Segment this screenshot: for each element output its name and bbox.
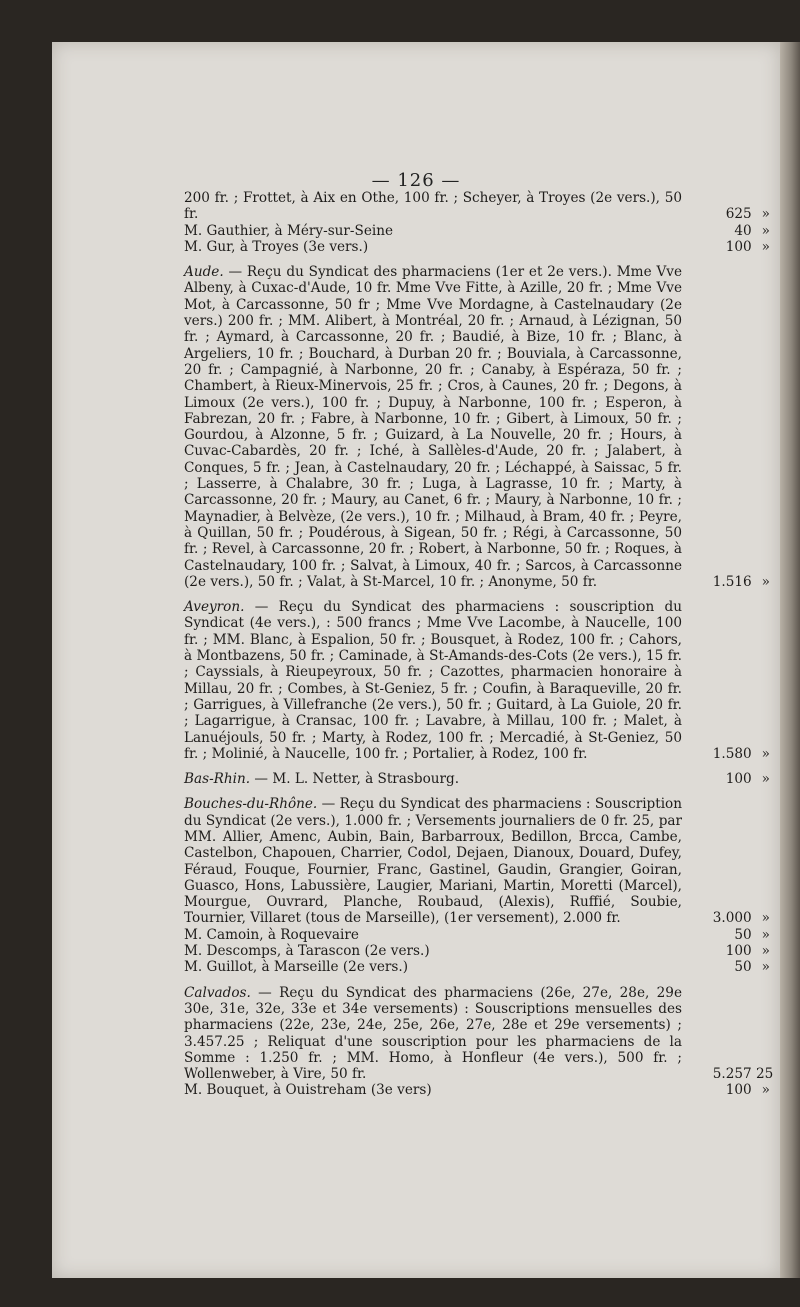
entry-text: M. Camoin, à Roquevaire — [184, 926, 359, 943]
list-item — [184, 190, 770, 223]
entry-text: 200 fr. ; Frottet, à Aix en Othe, 100 fr. ; Scheyer, à Troyes (2e vers.), 50 fr. — [184, 190, 682, 223]
list-item — [184, 223, 770, 239]
section-amount: 1.516 » — [712, 573, 770, 590]
entry-amount: 40 » — [734, 222, 770, 239]
entry-text: M. Descomps, à Tarascon (2e vers.) — [184, 943, 430, 960]
section-text — [184, 599, 682, 762]
list-item — [184, 927, 770, 943]
entry-amount: 625 » — [725, 206, 770, 223]
section-aveyron — [184, 599, 770, 762]
list-item — [184, 959, 770, 975]
section-main — [184, 984, 774, 1083]
entry-amount: 50 » — [734, 926, 770, 943]
entry-text: M. Bouquet, à Ouistreham (3e vers) — [184, 1082, 432, 1099]
section-amount: 3.000 » — [712, 910, 770, 927]
entry-amount: 100 » — [725, 943, 770, 960]
section-text — [184, 985, 682, 1083]
section-body: — Reçu du Syndicat des pharmaciens : souscription du Syndicat (4e vers.), : 500 francs ; Mme Vve Lacombe, à Naucelle, 100 fr. ; MM. Blanc, à Espalion, 50 fr. ; Bousquet, à Rodez, 100 fr. ; Cahors, à Montbazens, 50 fr. ; Caminade, à St-Amands-des-Cots (2e vers.), 15 fr. ; Cayssials, à Rieupeyroux, 50 fr. ; Cazottes, pharmacien honoraire à Millau, 20 fr. ; Combes, à St-Geniez, 5 fr. ; Coufin, à Baraqueville, 20 fr. ; Garrigues, à Villefranche (2e vers.), 50 fr. ; Guitard, à La Guiole, 20 fr. ; Lagarrigue, à Cransac, 100 fr. ; Lavabre, à Millau, 100 fr. ; Malet, à Lanuéjouls, 50 fr. ; Marty, à Rodez, 100 fr. ; Mercadié, à St-Geniez, 50 fr. ; Molinié, à Naucelle, 100 fr. ; Portalier, à Rodez, 100 fr. — [184, 599, 682, 762]
section-amount: 1.580 » — [712, 745, 770, 762]
region-name: Aude. — [184, 264, 224, 281]
section-calvados — [184, 984, 774, 1099]
list-item — [184, 239, 770, 255]
section-amount: 100 » — [725, 771, 770, 788]
book-spine — [778, 42, 800, 1278]
section-amount: 5.257 25 — [712, 1066, 774, 1083]
list-item — [184, 1082, 770, 1098]
section-main — [184, 796, 770, 926]
entry-text: M. Gur, à Troyes (3e vers.) — [184, 238, 369, 255]
section-aude — [184, 264, 770, 590]
region-name: Bouches-du-Rhône. — [184, 796, 318, 813]
section-text — [184, 264, 682, 590]
entry-text: M. Gauthier, à Méry-sur-Seine — [184, 222, 394, 239]
section-body: — Reçu du Syndicat des pharmaciens (26e, 27e, 28e, 29e 30e, 31e, 32e, 33e et 34e versements) : Souscriptions mensuelles des pharmaciens (22e, 23e, 24e, 25e, 26e, 27e, 28e et 29e versements) ; 3.457.25 ; Reliquat d'une souscription pour les pharmaciens de la Somme : 1.250 fr. ; MM. Homo, à Honfleur (4e vers.), 500 fr. ; Wollenweber, à Vire, 50 fr. — [184, 984, 682, 1083]
list-item — [184, 943, 770, 959]
region-name: Aveyron. — [184, 599, 245, 616]
entry-amount: 100 » — [725, 1082, 770, 1099]
page-number: — 126 — — [371, 170, 461, 191]
entry-text: M. Guillot, à Marseille (2e vers.) — [184, 959, 409, 976]
region-name: Calvados. — [184, 984, 251, 1001]
section-body: — Reçu du Syndicat des pharmaciens : Souscription du Syndicat (2e vers.), 1.000 fr. ; Versements journaliers de 0 fr. 25, par MM. Allier, Amenc, Aubin, Bain, Barbarroux, Bedillon, Brcca, Cambe, Castelbon, Chapouen, Charrier, Codol, Dejaen, Dianoux, Douard, Dufey, Féraud, Fouque, Fournier, Franc, Gastinel, Gaudin, Grangier, Goiran, Guasco, Hons, Labussière, Laugier, Mariani, Martin, Moretti (Marcel), Mourgue, Ouvrard, Planche, Roubaud, (Alexis), Ruffié, Soubie, Tournier, Villaret (tous de Marseille), (1er versement), 2.000 fr. — [184, 796, 682, 927]
section-body: — Reçu du Syndicat des pharmaciens (1er et 2e vers.). Mme Vve Albeny, à Cuxac-d'Aude, 10 fr. Mme Vve Fitte, à Azille, 20 fr. ; Mme Vve Mot, à Carcassonne, 50 fr ; Mme Vve Mordagne, à Castelnaudary (2e vers.) 200 fr. ; MM. Alibert, à Montréal, 20 fr. ; Arnaud, à Lézignan, 50 fr. ; Aymard, à Carcassonne, 20 fr. ; Baudié, à Bize, 10 fr. ; Blanc, à Argeliers, 10 fr. ; Bouchard, à Durban 20 fr. ; Bouviala, à Carcassonne, 20 fr. ; Campagnié, à Narbonne, 20 fr. ; Canaby, à Espéraza, 50 fr. ; Chambert, à Rieux-Minervois, 25 fr. ; Cros, à Caunes, 20 fr. ; Degons, à Limoux (2e vers.), 100 fr. ; Dupuy, à Narbonne, 100 fr. ; Esperon, à Fabrezan, 20 fr. ; Fabre, à Narbonne, 10 fr. ; Gibert, à Limoux, 50 fr. ; Gourdou, à Alzonne, 5 fr. ; Guizard, à La Nouvelle, 20 fr. ; Hours, à Cuvac-Cabardès, 20 fr. ; Iché, à Sallèles-d'Aude, 20 fr. ; Jalabert, à Conques, 5 fr. ; Jean, à Castelnaudary, 20 fr. ; Léchappé, à Saissac, 5 fr. ; Lasserre, à Chalabre, 30 fr. ; Luga, à Lagrasse, 10 fr. ; Marty, à Carcassonne, 20 fr. ; Maury, au Canet, 6 fr. ; Maury, à Narbonne, 10 fr. ; Maynadier, à Belvèze, (2e vers.), 10 fr. ; Milhaud, à Bram, 40 fr. ; Peyre, à Quillan, 50 fr. ; Poudérous, à Sigean, 50 fr. ; Régi, à Carcassonne, 50 fr. ; Revel, à Carcassonne, 20 fr. ; Robert, à Narbonne, 50 fr. ; Roques, à Castelnaudary, 100 fr. ; Salvat, à Limoux, 40 fr. ; Sarcos, à Carcassonne (2e vers.), 50 fr. ; Valat, à St-Marcel, 10 fr. ; Anonyme, 50 fr. — [184, 264, 682, 590]
section-text — [184, 771, 682, 787]
entry-amount: 50 » — [734, 959, 770, 976]
section-bas-rhin — [184, 771, 770, 787]
page-content — [184, 190, 774, 1099]
entry-amount: 100 » — [725, 238, 770, 255]
section-bouches-du-rhone — [184, 796, 770, 975]
region-name: Bas-Rhin. — [184, 771, 251, 788]
section-text — [184, 796, 682, 926]
section-body: — M. L. Netter, à Strasbourg. — [254, 771, 460, 788]
